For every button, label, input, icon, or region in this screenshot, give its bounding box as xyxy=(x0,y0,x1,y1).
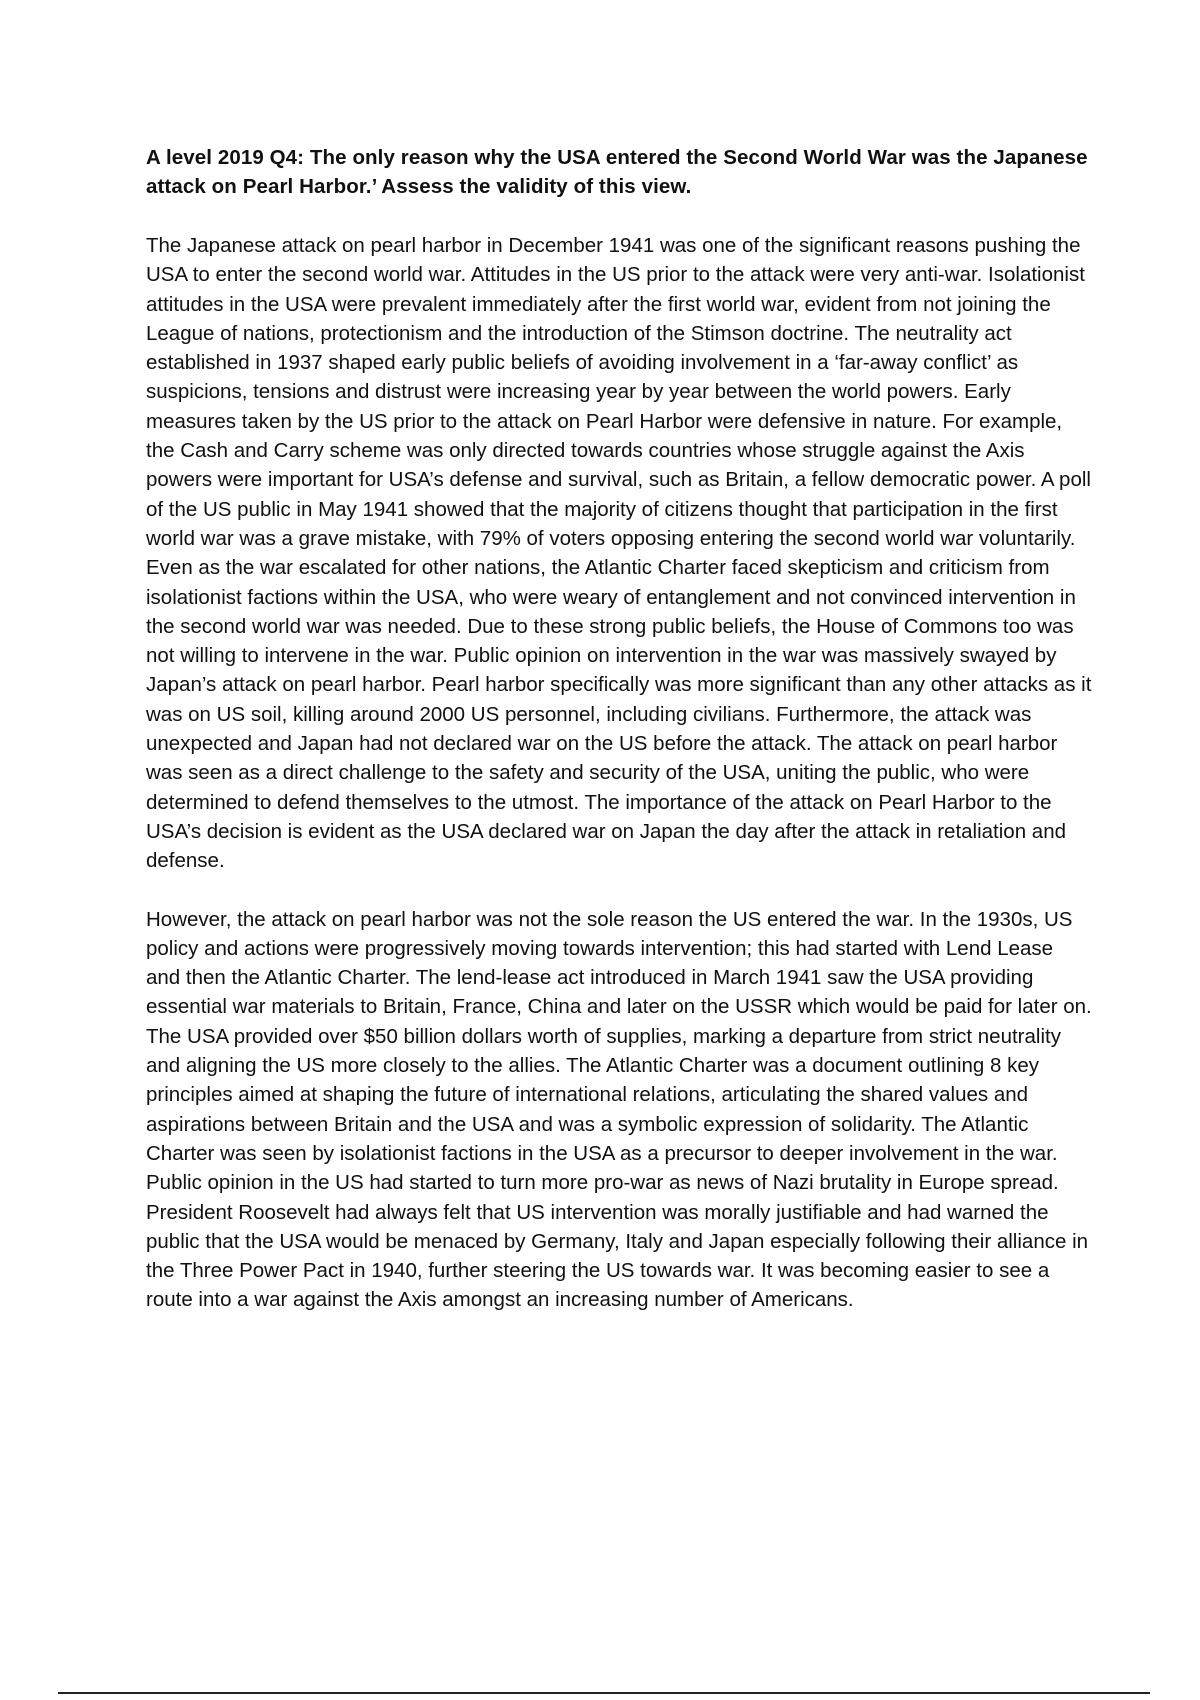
paragraph-pearl-harbor-significance: The Japanese attack on pearl harbor in December 1941 was one of the significant reasons pushing the USA to enter the second world war. Attitudes in the US prior to the attack were very anti-war. Isolationist attitudes in the USA were prevalent immediately after the first world war, evident from not joining the League of nations, protectionism and the introduction of the Stimson doctrine. The neutrality act established in 1937 shaped early public beliefs of avoiding involvement in a ‘far-away conflict’ as suspicions, tensions and distrust were increasing year by year between the world powers. Early measures taken by the US prior to the attack on Pearl Harbor were defensive in nature. For example, the Cash and Carry scheme was only directed towards countries whose struggle against the Axis powers were important for USA’s defense and survival, such as Britain, a fellow democratic power. A poll of the US public in May 1941 showed that the majority of citizens thought that participation in the first world war was a grave mistake, with 79% of voters opposing entering the second world war voluntarily. Even as the war escalated for other nations, the Atlantic Charter faced skepticism and criticism from isolationist factions within the USA, who were weary of entanglement and not convinced intervention in the second world war was needed. Due to these strong public beliefs, the House of Commons too was not willing to intervene in the war. Public opinion on intervention in the war was massively swayed by Japan’s attack on pearl harbor. Pearl harbor specifically was more significant than any other attacks as it was on US soil, killing around 2000 US personnel, including civilians. Furthermore, the attack was unexpected and Japan had not declared war on the US before the attack. The attack on pearl harbor was seen as a direct challenge to the safety and security of the USA, uniting the public, who were determined to defend themselves to the utmost. The importance of the attack on Pearl Harbor to the USA’s decision is evident as the USA declared war on Japan the day after the attack in retaliation and defense. xyxy=(146,234,1092,873)
page-bottom-divider xyxy=(58,1692,1150,1694)
essay-question-title: A level 2019 Q4: The only reason why the USA entered the Second World War was the Japanese attack on Pearl Harbor.’ Assess the validity of this view. xyxy=(146,146,1088,198)
document-page xyxy=(146,143,1092,1315)
paragraph-other-reasons: However, the attack on pearl harbor was not the sole reason the US entered the war. In the 1930s, US policy and actions were progressively moving towards intervention; this had started with Lend Lease and then the Atlantic Charter. The lend-lease act introduced in March 1941 saw the USA providing essential war materials to Britain, France, China and later on the USSR which would be paid for later on. The USA provided over $50 billion dollars worth of supplies, marking a departure from strict neutrality and aligning the US more closely to the allies. The Atlantic Charter was a document outlining 8 key principles aimed at shaping the future of international relations, articulating the shared values and aspirations between Britain and the USA and was a symbolic expression of solidarity. The Atlantic Charter was seen by isolationist factions in the USA as a precursor to deeper involvement in the war. Public opinion in the US had started to turn more pro-war as news of Nazi brutality in Europe spread. President Roosevelt had always felt that US intervention was morally justifiable and had warned the public that the USA would be menaced by Germany, Italy and Japan especially following their alliance in the Three Power Pact in 1940, further steering the US towards war. It was becoming easier to see a route into a war against the Axis amongst an increasing number of Americans. xyxy=(146,907,1092,1312)
